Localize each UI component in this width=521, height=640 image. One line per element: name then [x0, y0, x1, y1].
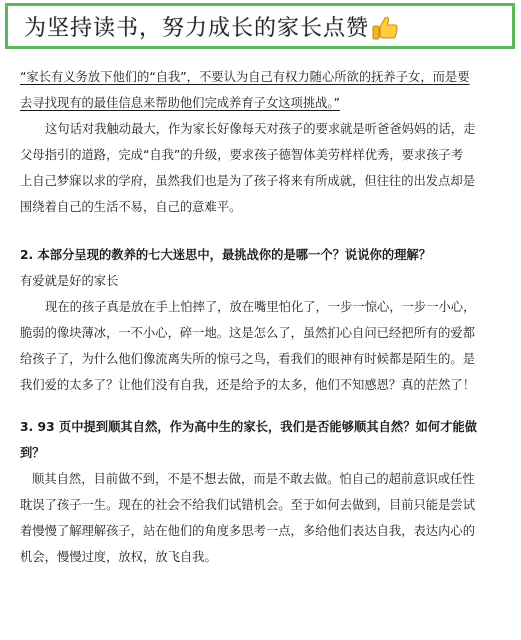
reflection-line-4: 围绕着自己的生活不易，自己的意难平。 [20, 200, 242, 214]
answer-3-line-3: 着慢慢了解理解孩子，站在他们的角度多思考一点，多给他们表达自我，表达内心的 [20, 524, 475, 538]
quote-line-1: “家长有义务放下他们的“自我”，不要认为自己有权力随心所欲的抚养子女，而是要 [20, 70, 470, 84]
answer-3-line-1: 顺其自然，目前做不到，不是不想去做，而是不敢去做。怕自己的超前意识或任性 [32, 472, 475, 486]
answer-2-line-1: 现在的孩子真是放在手上怕摔了，放在嘴里怕化了，一步一惊心，一步一小心， [45, 300, 476, 314]
answer-2-line-3: 给孩子了，为什么他们像流离失所的惊弓之鸟，看我们的眼神有时候都是陌生的。是 [20, 352, 475, 366]
reflection-line-3: 上自己梦寐以求的学府，虽然我们也是为了孩子将来有所成就，但往往的出发点却是 [20, 174, 475, 188]
answer-3-line-2: 耽误了孩子一生。现在的社会不给我们试错机会。至于如何去做到，目前只能是尝试 [20, 498, 475, 512]
question-3-line-1: 3. 93 页中提到顺其自然，作为高中生的家长，我们是否能够顺其自然？如何才能做 [20, 420, 477, 434]
reflection-line-1: 这句话对我触动最大，作为家长好像每天对孩子的要求就是听爸爸妈妈的话，走 [45, 122, 476, 136]
quote-line-2: 去寻找现有的最佳信息来帮助他们完成养育子女这项挑战。” [20, 96, 340, 110]
header-banner [5, 3, 515, 49]
thumbs-up-icon [371, 14, 399, 42]
answer-2-line-2: 脆弱的像块薄冰，一不小心，碎一地。这是怎么了，虽然扪心自问已经把所有的爱都 [20, 326, 475, 340]
question-2: 2. 本部分呈现的教养的七大迷思中，最挑战你的是哪一个？说说你的理解？ [20, 248, 432, 262]
reflection-line-2: 父母指引的道路，完成“自我”的升级，要求孩子德智体美劳样样优秀，要求孩子考 [20, 148, 464, 162]
banner-title: 为坚持读书，努力成长的家长点赞 [24, 15, 370, 41]
article-body [20, 64, 512, 570]
answer-2-title: 有爱就是好的家长 [20, 274, 119, 288]
answer-2-line-4: 我们爱的太多了？让他们没有自我，还是给予的太多，他们不知感恩？真的茫然了！ [20, 378, 475, 392]
question-3-line-2: 到？ [20, 446, 45, 460]
answer-3-line-4: 机会，慢慢过度，放权，放飞自我。 [20, 550, 217, 564]
